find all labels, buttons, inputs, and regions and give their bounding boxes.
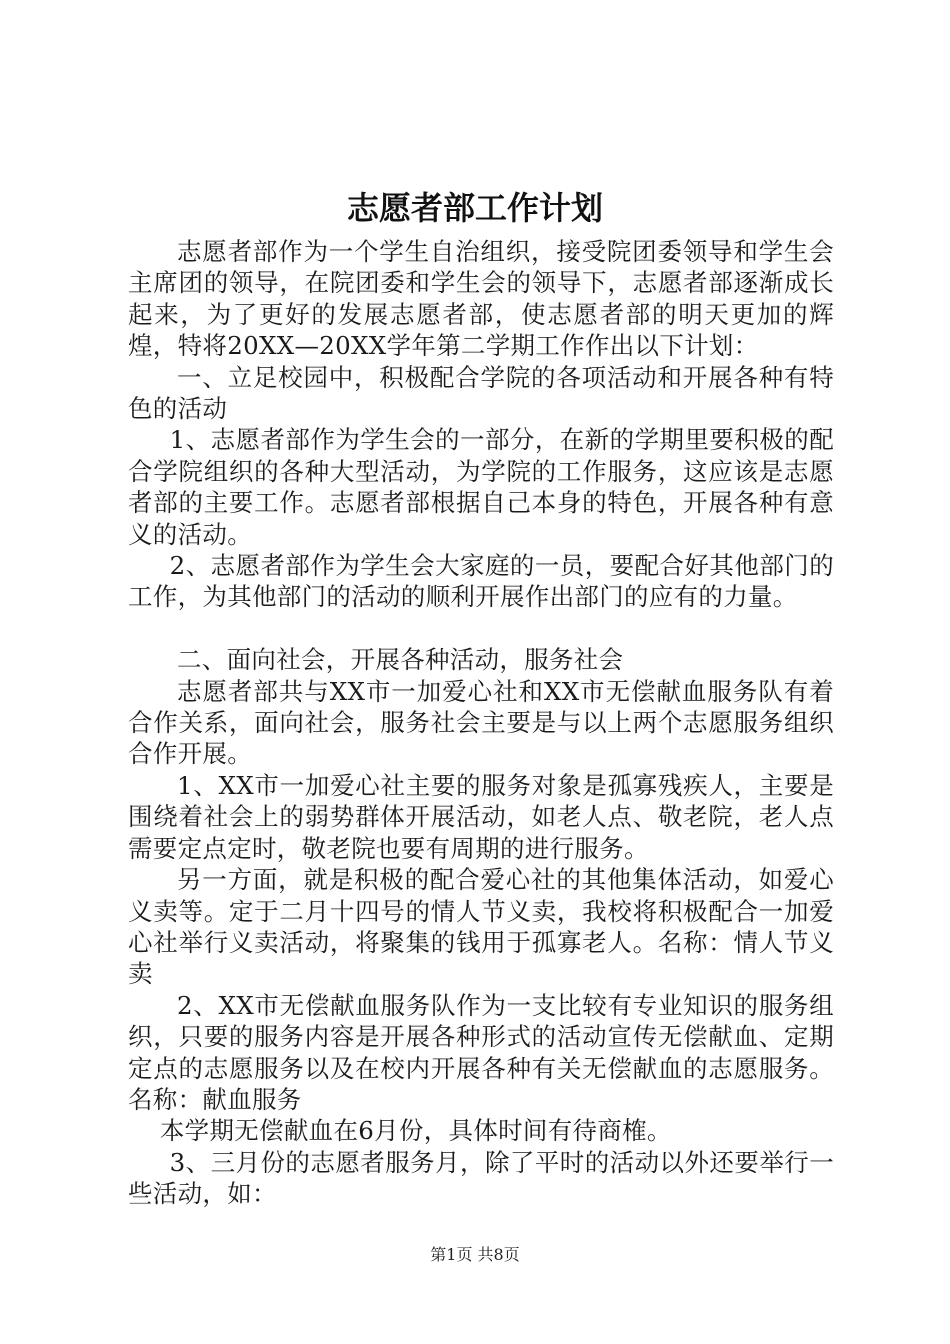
- section-1-item-2: 2、志愿者部作为学生会大家庭的一员，要配合好其他部门的工作，为其他部门的活动的顺利开展作出部门的应有的力量。: [128, 551, 834, 612]
- section-heading-2: 二、面向社会，开展各种活动，服务社会: [177, 645, 624, 675]
- document-body: [128, 236, 834, 1210]
- intro-paragraph: 志愿者部作为一个学生自治组织，接受院团委领导和学生会主席团的领导，在院团委和学生会的领导下，志愿者部逐渐成长起来，为了更好的发展志愿者部，使志愿者部的明天更加的辉煌，特将20XX—20XX学年第二学期工作作出以下计划：: [128, 237, 834, 361]
- section-2-intro: 志愿者部共与XX市一加爱心社和XX市无偿献血服务队有着合作关系，面向社会，服务社会主要是与以上两个志愿服务组织合作开展。: [128, 676, 834, 769]
- section-2-item-2-note: 本学期无偿献血在6月份，具体时间有待商榷。: [159, 1116, 672, 1146]
- section-2-item-1: 1、XX市一加爱心社主要的服务对象是孤寡残疾人，主要是围绕着社会上的弱势群体开展活动，如老人点、敬老院，老人点需要定点定时，敬老院也要有周期的进行服务。: [128, 770, 834, 863]
- paragraph-gap: [128, 613, 834, 644]
- section-1-item-1: 1、志愿者部作为学生会的一部分，在新的学期里要积极的配合学院组织的各种大型活动，为学院的工作服务，这应该是志愿者部的主要工作。志愿者部根据自己本身的特色，开展各种有意义的活动。: [128, 425, 834, 549]
- section-2-item-1-detail: 另一方面，就是积极的配合爱心社的其他集体活动，如爱心义卖等。定于二月十四号的情人节义卖，我校将积极配合一加爱心社举行义卖活动，将聚集的钱用于孤寡老人。名称：情人节义卖: [128, 865, 834, 989]
- section-2-item-2: 2、XX市无偿献血服务队作为一支比较有专业知识的服务组织，只要的服务内容是开展各种形式的活动宣传无偿献血、定期定点的志愿服务以及在校内开展各种有关无偿献血的志愿服务。名称：献血服务: [128, 990, 834, 1114]
- section-heading-1: 一、立足校园中，积极配合学院的各项活动和开展各种有特色的活动: [128, 362, 834, 424]
- section-2-item-3: 3、三月份的志愿者服务月，除了平时的活动以外还要举行一些活动，如：: [128, 1147, 834, 1209]
- document-title: 志愿者部工作计划: [346, 189, 603, 227]
- page-footer: 第1页 共8页: [430, 1245, 520, 1264]
